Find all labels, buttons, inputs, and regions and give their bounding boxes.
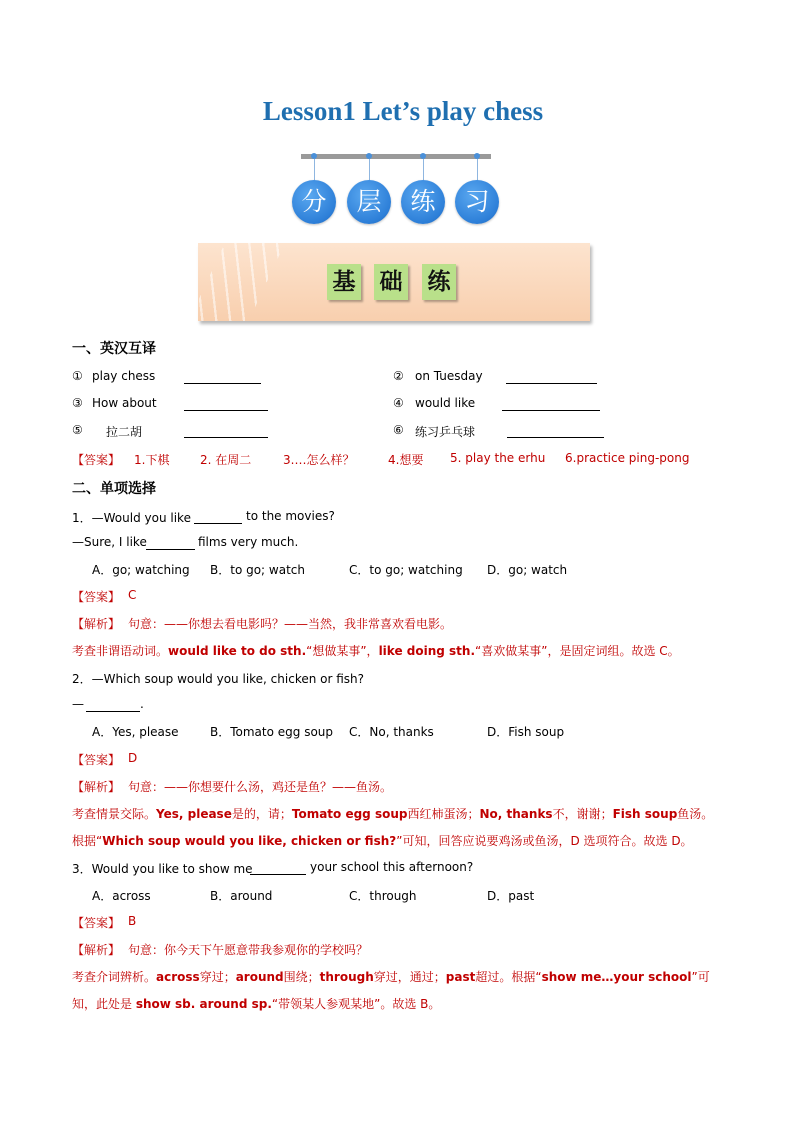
answer-text: 4.想要: [388, 453, 424, 467]
question-blank: [250, 874, 306, 875]
question-text: your school this afternoon?: [310, 860, 474, 874]
answer-value: D: [128, 751, 138, 765]
answer-blank: [184, 383, 261, 384]
option-d: D．Fish soup: [487, 725, 565, 739]
page-title: Lesson1 Let’s play chess: [262, 96, 544, 126]
item-text: would like: [415, 396, 476, 410]
item-text: play chess: [92, 369, 156, 383]
analysis-text: 句意：——你想要什么汤，鸡还是鱼？——鱼汤。: [128, 780, 393, 794]
answer-label: 【答案】: [72, 753, 121, 767]
analysis-label: 【解析】: [72, 780, 121, 794]
answer-value: B: [128, 914, 137, 928]
badge-circle: 习: [455, 180, 499, 224]
answer-text: 3.…怎么样？: [283, 453, 355, 467]
answer-text: 1.下棋: [134, 453, 170, 467]
banner-tile: 练: [422, 264, 456, 300]
question-text: 1．—Would you like: [72, 511, 191, 525]
section2-heading: 二、单项选择: [72, 481, 156, 497]
item-number: ⑥: [393, 423, 404, 437]
option-c: C．to go; watching: [349, 563, 463, 577]
item-text: How about: [92, 396, 157, 410]
analysis-text: 知，此处是 show sb. around sp.“带领某人参观某地”。故选 B。: [72, 997, 441, 1011]
analysis-text: 句意：——你想去看电影吗？——当然，我非常喜欢看电影。: [128, 617, 453, 631]
badge-string: [369, 156, 370, 182]
badge-pin: [420, 153, 426, 159]
question-text: —Sure, I like: [72, 535, 147, 549]
item-number: ③: [72, 396, 83, 410]
option-a: A．Yes, please: [92, 725, 179, 739]
question-text: .: [140, 697, 144, 711]
badge-circle: 分: [292, 180, 336, 224]
question-blank: [146, 549, 195, 550]
section1-heading: 一、英汉互译: [72, 341, 156, 357]
answer-blank: [507, 437, 604, 438]
item-number: ①: [72, 369, 83, 383]
badge-pin: [474, 153, 480, 159]
analysis-text: 考查非谓语动词。would like to do sth.“想做某事”，like doing sth.“喜欢做某事”，是固定词组。故选 C。: [72, 644, 680, 658]
item-number: ④: [393, 396, 404, 410]
analysis-text: 考查情景交际。Yes, please是的，请；Tomato egg soup西红柿蛋汤；No, thanks不，谢谢；Fish soup鱼汤。: [72, 807, 714, 821]
option-c: C．through: [349, 889, 417, 903]
answer-text: 6.practice ping-pong: [565, 451, 690, 465]
item-number: ⑤: [72, 423, 83, 437]
answer-text: 5. play the erhu: [450, 451, 546, 465]
option-b: B．Tomato egg soup: [210, 725, 334, 739]
analysis-label: 【解析】: [72, 943, 121, 957]
banner-tile: 础: [374, 264, 408, 300]
answer-blank: [506, 383, 597, 384]
item-text: on Tuesday: [415, 369, 483, 383]
question-text: to the movies?: [246, 509, 335, 523]
answer-blank: [502, 410, 600, 411]
option-c: C．No, thanks: [349, 725, 434, 739]
answer-blank: [184, 410, 268, 411]
question-text: 3．Would you like to show me: [72, 862, 253, 876]
question-text: —: [72, 697, 84, 711]
answer-blank: [184, 437, 268, 438]
option-b: B．to go; watch: [210, 563, 305, 577]
question-text: films very much.: [198, 535, 299, 549]
item-text: 练习乒乓球: [415, 425, 476, 439]
answer-text: 2. 在周二: [200, 453, 252, 467]
badge-circle: 练: [401, 180, 445, 224]
option-d: D．past: [487, 889, 535, 903]
question-blank: [86, 711, 140, 712]
badge-rail: [301, 154, 491, 159]
banner-tile: 基: [327, 264, 361, 300]
badge-pin: [311, 153, 317, 159]
question-blank: [194, 523, 242, 524]
question-text: 2．—Which soup would you like, chicken or fish?: [72, 672, 365, 686]
option-a: A．go; watching: [92, 563, 190, 577]
option-b: B．around: [210, 889, 273, 903]
badge-string: [477, 156, 478, 182]
answer-value: C: [128, 588, 137, 602]
item-number: ②: [393, 369, 404, 383]
analysis-text: 考查介词辨析。across穿过；around围绕；through穿过，通过；past超过。根据“show me…your school”可: [72, 970, 710, 984]
item-text: 拉二胡: [106, 425, 143, 439]
badge-string: [423, 156, 424, 182]
analysis-text: 句意：你今天下午愿意带我参观你的学校吗？: [128, 943, 369, 957]
answer-label: 【答案】: [72, 590, 121, 604]
answer-label: 【答案】: [72, 453, 121, 467]
badge-string: [314, 156, 315, 182]
analysis-label: 【解析】: [72, 617, 121, 631]
option-a: A．across: [92, 889, 151, 903]
analysis-text: 根据“Which soup would you like, chicken or fish?”可知，回答应说要鸡汤或鱼汤，D 选项符合。故选 D。: [72, 834, 693, 848]
badge-pin: [366, 153, 372, 159]
answer-label: 【答案】: [72, 916, 121, 930]
badge-circle: 层: [347, 180, 391, 224]
option-d: D．go; watch: [487, 563, 568, 577]
